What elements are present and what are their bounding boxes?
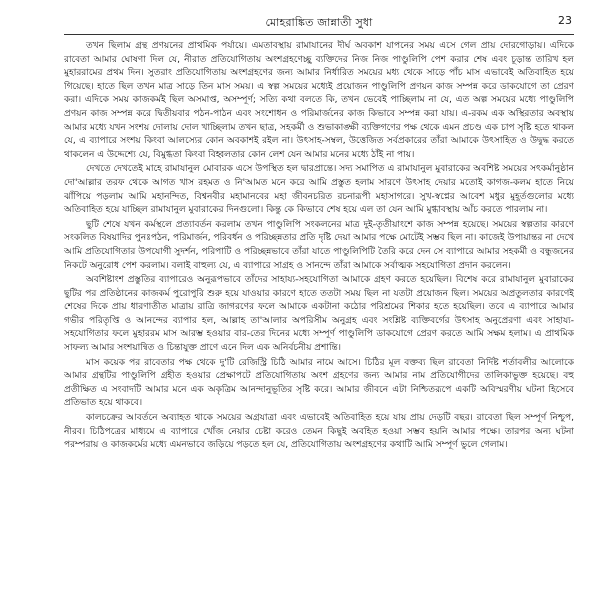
paragraph-6: কালচক্রের আবর্তনে অব্যাহত থাকে সময়ের অগ্রযাত্রা এবং এভাবেই অতিবাহিত হয়ে যায় প্রায় দেড়টি বছর। রাবেতা ছিল সম্পূর্ণ নিশ্চুপ, নীরব। চিঠিপত্রের মাধ্যমে এ ব্যাপারে খোঁজ নেয়ার চেষ্টা করেও তেমন কিছুই অবহিত হওয়া সম্ভব হয়নি আমার পক্ষে। তারপর অন্য ঘটনা পরম্পরায় ও কাজকর্মের মধ্যে এমনভাবে জড়িয়ে পড়তে হল যে, প্রতিযোগিতায় অংশগ্রহণের কথাটি আমি সম্পূর্ণ ভুলে গেলাম।	[64, 413, 574, 451]
paragraph-2: দেখতে দেখতেই মাহে রামাযানুল মোবারক এসে উপস্থিত হল দ্বারপ্রান্তে। সদ্য সমাপিত এ রামাযানুল মুবারাকের অবশিষ্ট সময়ের সৎকর্মানুষ্ঠান দো'আল্লার তরফ থেকে আগত খাস রহমত ও নি'আমত মনে করে আমি প্রস্তুত হলাম সারণে উৎসাহ দেয়ার মতোই কাগজ-কলম হাতে নিয়ে ঝাঁপিয়ে পড়লাম আমি মহানন্দিত, বিশ্বনবীর মহামানবের মহা জীবনচরিত রচনারূপী মহাসাগরে। সুখ-স্বপ্নের আবেশ মধুর মুহূর্তগুলোর মধ্যে অতিবাহিত হয়ে যাচ্ছিল রামাযানুল মুবারাকের দিনগুলো। কিন্তু কে কিভাবে শেষ হয়ে এল তা যেন আমি মুগ্ধাবস্থায় আঁচ করতে পারলাম না।	[64, 164, 574, 216]
page-number: 23	[558, 14, 572, 27]
page-header	[64, 14, 574, 34]
paragraph-1: তখন ছিলাম গ্রন্থ প্রণয়নের প্রাথমিক পর্যায়ে। এমতাবস্থায় রামাযানের দীর্ঘ অবকাশ যাপনের সময় এসে গেল প্রায় দোরগোড়ায়। এদিকে রাবেতা আমার ঘোষণা দিল যে, নীরাত প্রতিযোগিতায় অংশগ্রহণেচ্ছু ব্যক্তিদের নিজ নিজ পাণ্ডুলিপি পেশ করার শেষ এবং চূড়ান্ত তারিখ হল মুহাররামের প্রথম দিন। সুতরাং প্রতিযোগিতায় অংশগ্রহণের জন্য আমার নির্ধারিত সময়ের মধ্য থেকে সাড়ে পাঁচ মাস এভাবেই অতিবাহিত হয়ে গিয়েছে। হাতে ছিল তখন মাত্র সাড়ে তিন মাস সময়। এ স্বল্প সময়ের মধ্যেই প্রয়োজন পাণ্ডুলিপি প্রণয়ন কাজ সম্পন্ন করে ডাকযোগে তা প্রেরণ করা। এদিকে সময় কাজকর্মই ছিল অসমাপ্ত, অসম্পূর্ণ; সত্যি কথা বলতে কি, তখন ভেবেই পাচ্ছিলাম না যে, এত অল্প সময়ের মধ্যে পাণ্ডুলিপি প্রণয়ন কাজ সম্পন্ন করে দ্বিতীয়বার পঠন-পাঠন এবং সংশোধন ও পরিমার্জনের কাজ কিভাবে সম্পন্ন করা যায়। এ-রকম এক অস্থিরতার অবস্থায় আমার মধ্যে যখন সংশয় দোলায় দোল খাচ্ছিলাম তখন ছাত্র, সহকর্মী ও শুভাকাঙ্ক্ষী ব্যক্তিগণের পক্ষ থেকে এমন প্রচণ্ড এক চাপ সৃষ্টি হতে থাকল যে, এ ব্যাপারে সংশয় কিংবা আলস্যের কোন অবকাশই রইল না। উৎসাহ-সম্বল, উত্তেজিত সর্বপ্রকারের তাঁরা আমাকে উৎসাহিত ও উদ্বুদ্ধ করতে থাকলেন এ উদ্দেশ্যে যে, বিমুগ্ধতা কিংবা বিহ্বলতার কোন লেশ যেন আমার মনের মধ্যে ঠাঁই না পায়।	[64, 41, 574, 160]
paragraph-4: অবশিষ্টাংশ প্রস্তুতির ব্যাপারেও অনুরূপভাবে তাঁদের সাহায্য-সহযোগিতা আমাকে গ্রহণ করতে হয়েছিল। বিশেষ করে রামাযানুল মুবারাকের ছুটির পর প্রতিষ্ঠানের কাজকর্ম পুরোপুরি শুরু হয়ে যাওয়ার কারণে হাতে ততটা সময় ছিল না যতটা প্রয়োজন ছিল। সময়ের অপ্রতুলতার কারণেই শেষের দিকে প্রায় ধারণাতীত মাত্রায় রাত্রি জাগরণের ফলে আমাকে একটানা কঠোর পরিশ্রমের শিকার হতে হয়েছিল। তবে এ ব্যাপারে আমার গভীর পরিতৃপ্তি ও আনন্দের ব্যাপার হল, আল্লাহ তা'আলার অপরিসীম অনুগ্রহ এবং সংশ্লিষ্ট ব্যক্তিবর্গের উৎসাহ অনুপ্রেরণা এবং সাহায্য-সহযোগিতার ফলে মুহাররম মাস আরম্ভ হওয়ার বার-তের দিনের মধ্যে সম্পূর্ণ পাণ্ডুলিপি ডাকযোগে প্রেরণ করতে আমি সক্ষম হলাম। এ প্রাথমিক সাফল্য আমার সংশয়ান্বিত ও চিন্তাযুক্ত প্রাণে এনে দিল এক অনির্বচনীয় প্রশান্তি।	[64, 275, 574, 354]
running-title: মোহরাঙ্কিত জান্নাতী সুধা	[265, 16, 373, 29]
body-text	[64, 40, 574, 592]
paragraph-5: মাস কয়েক পর রাবেতার পক্ষ থেকে দু'টি রেজিস্ট্রি চিঠি আমার নামে আসে। চিঠির মূল বক্তব্য ছিল রাবেতা নির্দিষ্ট শর্তাবলীর আলোকে আমার গ্রন্থটির পাণ্ডুলিপি গ্রহীত হওয়ার প্রেক্ষাপটে প্রতিযোগিতায় অংশ গ্রহণের জন্য আমার নাম প্রতিযোগীদের তালিকাভুক্ত হয়েছে। বহু প্রতীক্ষিত এ সংবাদটি আমার মনে এক অকৃত্রিম আনন্দানুভূতির সৃষ্টি করে। আমার জীবনে এটা নিশ্চিতরূপে একটি অবিস্মরণীয় ঘটনা হিসেবে প্রতিভাত হয়ে থাকবে।	[64, 357, 574, 409]
header-divider	[64, 34, 574, 35]
paragraph-3: ছুটি শেষে যখন কর্মস্থলে প্রত্যাবর্তন করলাম তখন পাণ্ডুলিপি সংকলনের মাত্র দুই-তৃতীয়াংশে কাজ সম্পন্ন হয়েছে। সময়ের স্বল্পতার কারণে সংকলিত বিষয়াদির পুনঃপঠন, পরিমার্জন, পরিবর্ধন ও পরিচ্ছন্নতার প্রতি দৃষ্টি দেয়া আমার পক্ষে মোটেই সম্ভব ছিল না। কাজেই উপায়ান্তর না দেখে আমি প্রতিযোগিতার উপযোগী সুদর্শন, পরিপাটি ও পরিচ্ছন্নভাবে তাঁরা যাতে পাণ্ডুলিপিটি তৈরি করে দেন সে ব্যাপারে আমার সহকর্মী ও বন্ধুজনের নিকটে অনুরোধ পেশ করলাম। বলাই বাহুল্য যে, এ ব্যাপারে সাগ্রহ ও সানন্দে তাঁরা আমাকে সর্বাত্মক সহযোগিতা প্রদান করলেন।	[64, 219, 574, 271]
